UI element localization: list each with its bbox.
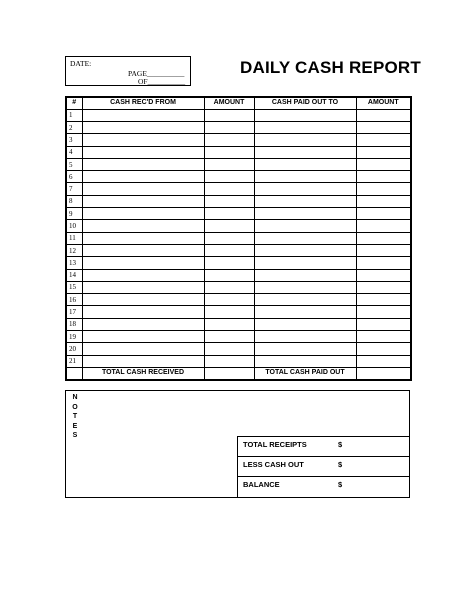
amount-paid-cell[interactable]	[356, 318, 411, 330]
summary-label: TOTAL RECEIPTS	[243, 440, 307, 449]
table-row	[66, 306, 411, 318]
cash-recd-from-cell[interactable]	[82, 121, 204, 133]
amount-paid-cell[interactable]	[356, 109, 411, 121]
cash-paid-out-to-cell[interactable]	[254, 269, 356, 281]
dollar-sign: $	[338, 440, 343, 449]
cash-recd-from-cell[interactable]	[82, 232, 204, 244]
table-row	[66, 109, 411, 121]
table-row	[66, 183, 411, 195]
cash-paid-out-to-cell[interactable]	[254, 355, 356, 367]
amount-paid-cell[interactable]	[356, 183, 411, 195]
cash-paid-out-to-cell[interactable]	[254, 146, 356, 158]
amount-received-cell[interactable]	[204, 220, 254, 232]
cash-recd-from-cell[interactable]	[82, 294, 204, 306]
column-header-amount-paid: AMOUNT	[356, 97, 411, 109]
total-cash-received-amount[interactable]	[204, 367, 254, 380]
cash-recd-from-cell[interactable]	[82, 343, 204, 355]
amount-paid-cell[interactable]	[356, 232, 411, 244]
amount-received-cell[interactable]	[204, 294, 254, 306]
table-row	[66, 146, 411, 158]
cash-paid-out-to-cell[interactable]	[254, 244, 356, 256]
notes-letter: S	[72, 432, 78, 439]
cash-paid-out-to-cell[interactable]	[254, 121, 356, 133]
totals-row	[66, 367, 411, 380]
amount-paid-cell[interactable]	[356, 220, 411, 232]
table-row	[66, 244, 411, 256]
cash-paid-out-to-cell[interactable]	[254, 109, 356, 121]
table-row	[66, 220, 411, 232]
amount-received-cell[interactable]	[204, 257, 254, 269]
report-title: DAILY CASH REPORT	[240, 58, 421, 77]
total-cash-paid-out-amount[interactable]	[356, 367, 411, 380]
cash-recd-from-cell[interactable]	[82, 318, 204, 330]
row-number: 3	[66, 134, 82, 146]
table-body	[66, 109, 411, 380]
amount-received-cell[interactable]	[204, 158, 254, 170]
cash-recd-from-cell[interactable]	[82, 331, 204, 343]
amount-paid-cell[interactable]	[356, 244, 411, 256]
summary-row-less-cash-out[interactable]	[238, 457, 409, 477]
date-label: DATE:	[70, 59, 92, 68]
amount-received-cell[interactable]	[204, 306, 254, 318]
row-number: 4	[66, 146, 82, 158]
amount-paid-cell[interactable]	[356, 269, 411, 281]
cash-paid-out-to-cell[interactable]	[254, 232, 356, 244]
row-number: 8	[66, 195, 82, 207]
table-row	[66, 294, 411, 306]
amount-received-cell[interactable]	[204, 171, 254, 183]
table-row	[66, 318, 411, 330]
notes-letter: N	[72, 394, 78, 401]
cash-recd-from-cell[interactable]	[82, 146, 204, 158]
cash-paid-out-to-cell[interactable]	[254, 134, 356, 146]
amount-received-cell[interactable]	[204, 232, 254, 244]
row-number: 12	[66, 244, 82, 256]
amount-received-cell[interactable]	[204, 195, 254, 207]
amount-received-cell[interactable]	[204, 183, 254, 195]
cash-recd-from-cell[interactable]	[82, 183, 204, 195]
cash-recd-from-cell[interactable]	[82, 281, 204, 293]
amount-paid-cell[interactable]	[356, 257, 411, 269]
summary-box	[237, 436, 410, 498]
amount-received-cell[interactable]	[204, 318, 254, 330]
row-number: 2	[66, 121, 82, 133]
amount-paid-cell[interactable]	[356, 158, 411, 170]
notes-letter: E	[72, 422, 78, 430]
row-number: 7	[66, 183, 82, 195]
cash-paid-out-to-cell[interactable]	[254, 183, 356, 195]
amount-paid-cell[interactable]	[356, 355, 411, 367]
cash-paid-out-to-cell[interactable]	[254, 306, 356, 318]
amount-received-cell[interactable]	[204, 121, 254, 133]
dollar-sign: $	[338, 480, 343, 489]
notes-label	[71, 393, 79, 441]
table-row	[66, 195, 411, 207]
row-number: 18	[66, 318, 82, 330]
table-row	[66, 257, 411, 269]
amount-received-cell[interactable]	[204, 343, 254, 355]
cash-recd-from-cell[interactable]	[82, 257, 204, 269]
amount-received-cell[interactable]	[204, 208, 254, 220]
amount-received-cell[interactable]	[204, 355, 254, 367]
table-header-row	[66, 97, 411, 109]
table-row	[66, 171, 411, 183]
row-number: 17	[66, 306, 82, 318]
cash-recd-from-cell[interactable]	[82, 355, 204, 367]
amount-received-cell[interactable]	[204, 269, 254, 281]
cash-recd-from-cell[interactable]	[82, 158, 204, 170]
summary-row-balance[interactable]	[238, 477, 409, 497]
amount-received-cell[interactable]	[204, 109, 254, 121]
table-row	[66, 269, 411, 281]
cash-recd-from-cell[interactable]	[82, 134, 204, 146]
amount-paid-cell[interactable]	[356, 208, 411, 220]
summary-row-total-receipts[interactable]	[238, 437, 409, 457]
row-number: 11	[66, 232, 82, 244]
amount-paid-cell[interactable]	[356, 134, 411, 146]
row-number: 5	[66, 158, 82, 170]
table-row	[66, 208, 411, 220]
summary-label: BALANCE	[243, 480, 280, 489]
table-row	[66, 331, 411, 343]
amount-received-cell[interactable]	[204, 244, 254, 256]
cash-paid-out-to-cell[interactable]	[254, 294, 356, 306]
table-row	[66, 121, 411, 133]
cash-recd-from-cell[interactable]	[82, 109, 204, 121]
row-number: 13	[66, 257, 82, 269]
row-number: 9	[66, 208, 82, 220]
table-row	[66, 232, 411, 244]
table-row	[66, 134, 411, 146]
cash-paid-out-to-cell[interactable]	[254, 220, 356, 232]
row-number: 20	[66, 343, 82, 355]
of-label: OF__________	[138, 77, 186, 86]
amount-paid-cell[interactable]	[356, 195, 411, 207]
cash-paid-out-to-cell[interactable]	[254, 281, 356, 293]
table-row	[66, 158, 411, 170]
amount-received-cell[interactable]	[204, 134, 254, 146]
cash-recd-from-cell[interactable]	[82, 269, 204, 281]
amount-paid-cell[interactable]	[356, 331, 411, 343]
amount-paid-cell[interactable]	[356, 121, 411, 133]
notes-letter: O	[72, 403, 78, 411]
cash-recd-from-cell[interactable]	[82, 208, 204, 220]
column-header-amount-received: AMOUNT	[204, 97, 254, 109]
amount-paid-cell[interactable]	[356, 343, 411, 355]
cash-recd-from-cell[interactable]	[82, 220, 204, 232]
row-number: 19	[66, 331, 82, 343]
cash-table	[65, 96, 412, 381]
cash-paid-out-to-cell[interactable]	[254, 331, 356, 343]
amount-paid-cell[interactable]	[356, 294, 411, 306]
amount-paid-cell[interactable]	[356, 171, 411, 183]
cash-paid-out-to-cell[interactable]	[254, 171, 356, 183]
total-cash-received-label: TOTAL CASH RECEIVED	[82, 367, 204, 380]
cash-paid-out-to-cell[interactable]	[254, 343, 356, 355]
dollar-sign: $	[338, 460, 343, 469]
total-cash-paid-out-label: TOTAL CASH PAID OUT	[254, 367, 356, 380]
column-header-cash-recd-from: CASH REC'D FROM	[82, 97, 204, 109]
cash-recd-from-cell[interactable]	[82, 195, 204, 207]
cash-paid-out-to-cell[interactable]	[254, 208, 356, 220]
table-row	[66, 281, 411, 293]
cash-recd-from-cell[interactable]	[82, 306, 204, 318]
row-number: 6	[66, 171, 82, 183]
row-number: 1	[66, 109, 82, 121]
row-number: 16	[66, 294, 82, 306]
amount-received-cell[interactable]	[204, 331, 254, 343]
date-page-box	[65, 56, 191, 86]
page-label: PAGE__________	[128, 69, 185, 78]
column-header-number: #	[66, 97, 82, 109]
cash-paid-out-to-cell[interactable]	[254, 257, 356, 269]
cash-paid-out-to-cell[interactable]	[254, 195, 356, 207]
cash-recd-from-cell[interactable]	[82, 244, 204, 256]
amount-received-cell[interactable]	[204, 146, 254, 158]
row-number: 14	[66, 269, 82, 281]
column-header-cash-paid-out-to: CASH PAID OUT TO	[254, 97, 356, 109]
amount-paid-cell[interactable]	[356, 146, 411, 158]
table-row	[66, 343, 411, 355]
row-number: 10	[66, 220, 82, 232]
amount-received-cell[interactable]	[204, 281, 254, 293]
row-number: 21	[66, 355, 82, 367]
amount-paid-cell[interactable]	[356, 281, 411, 293]
row-number: 15	[66, 281, 82, 293]
cash-paid-out-to-cell[interactable]	[254, 318, 356, 330]
cash-recd-from-cell[interactable]	[82, 171, 204, 183]
totals-blank-cell	[66, 367, 82, 380]
summary-label: LESS CASH OUT	[243, 460, 304, 469]
cash-paid-out-to-cell[interactable]	[254, 158, 356, 170]
notes-letter: T	[72, 413, 78, 420]
table-row	[66, 355, 411, 367]
amount-paid-cell[interactable]	[356, 306, 411, 318]
